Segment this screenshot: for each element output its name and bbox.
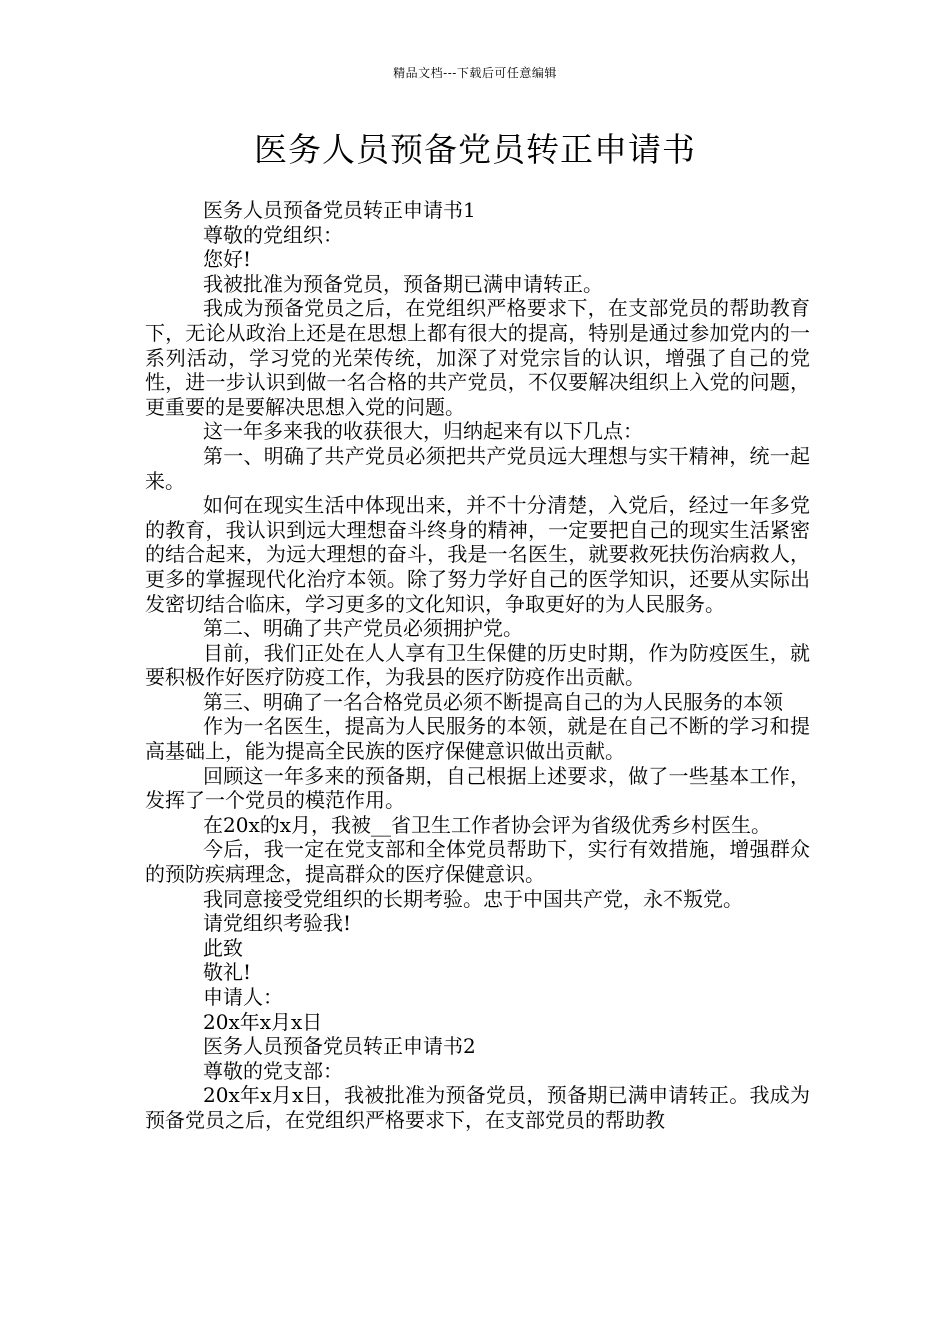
- document-title: 医务人员预备党员转正申请书: [254, 130, 696, 169]
- paragraph: 您好!: [203, 247, 252, 272]
- closing-line: 此致: [203, 935, 243, 960]
- paragraph: 第三、明确了一名合格党员必须不断提高自己的为人民服务的本领: [203, 689, 783, 714]
- paragraph: 目前，我们正处在人人享有卫生保健的历史时期，作为防疫医生，就要积极作好医疗防疫工作，为我县的医疗防疫作出贡献。: [145, 640, 810, 690]
- paragraph: 医务人员预备党员转正申请书1: [203, 198, 476, 222]
- applicant-label: 申请人：: [203, 985, 283, 1009]
- section-heading: 医务人员预备党员转正申请书2: [203, 1034, 476, 1059]
- paragraph: 请党组织考验我!: [203, 911, 352, 936]
- document-body: [145, 198, 810, 1133]
- closing-line: 敬礼!: [203, 960, 252, 985]
- paragraph: 在20x的x月，我被__省卫生工作者协会评为省级优秀乡村医生。: [203, 812, 772, 837]
- paragraph: 第二、明确了共产党员必须拥护党。: [203, 616, 523, 641]
- paragraph: 如何在现实生活中体现出来，并不十分清楚，入党后，经过一年多党的教育，我认识到远大理想奋斗终身的精神，一定要把自己的现实生活紧密的结合起来，为远大理想的奋斗，我是一名医生，就要救死扶伤治病救人，更多的掌握现代化治疗本领。除了努力学好自己的医学知识，还要从实际出发密切结合临床，学习更多的文化知识，争取更好的为人民服务。: [145, 493, 810, 616]
- header-note: 精品文档---下载后可任意编辑: [393, 66, 557, 80]
- paragraph: 第一、明确了共产党员必须把共产党员远大理想与实干精神，统一起来。: [145, 443, 810, 493]
- paragraph: 尊敬的党组织：: [203, 222, 343, 247]
- paragraph: 20x年x月x日，我被批准为预备党员，预备期已满申请转正。我成为预备党员之后，在党组织严格要求下，在支部党员的帮助教: [145, 1083, 810, 1132]
- paragraph: 今后，我一定在党支部和全体党员帮助下，实行有效措施，增强群众的预防疾病理念，提高群众的医疗保健意识。: [145, 837, 810, 887]
- paragraph: 我被批准为预备党员，预备期已满申请转正。: [203, 271, 603, 296]
- paragraph: 回顾这一年多来的预备期，自己根据上述要求，做了一些基本工作，发挥了一个党员的模范作用。: [145, 763, 810, 813]
- salutation: 尊敬的党支部：: [203, 1058, 343, 1083]
- paragraph: 我成为预备党员之后，在党组织严格要求下，在支部党员的帮助教育下，无论从政治上还是在思想上都有很大的提高，特别是通过参加党内的一系列活动，学习党的光荣传统，加深了对党宗旨的认识，增强了自己的党性，进一步认识到做一名合格的共产党员，不仅要解决组织上入党的问题，更重要的是要解决思想入党的问题。: [145, 296, 810, 419]
- paragraph: 作为一名医生，提高为人民服务的本领，就是在自己不断的学习和提高基础上，能为提高全民族的医疗保健意识做出贡献。: [145, 714, 810, 764]
- paragraph: 这一年多来我的收获很大，归纳起来有以下几点：: [203, 419, 643, 444]
- date-line: 20x年x月x日: [203, 1009, 323, 1034]
- paragraph: 我同意接受党组织的长期考验。忠于中国共产党，永不叛党。: [203, 886, 743, 911]
